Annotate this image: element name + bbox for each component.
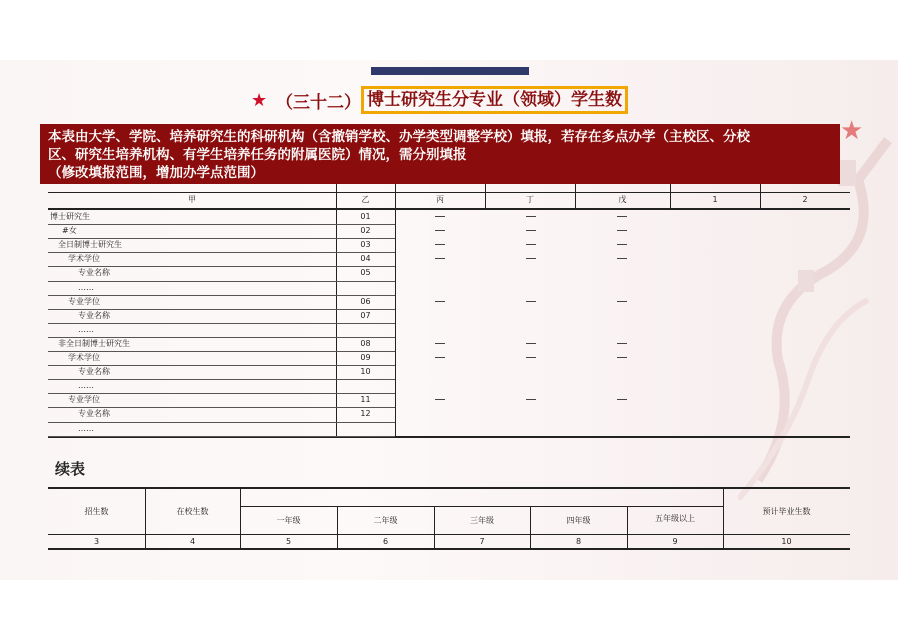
dash-mark (526, 216, 536, 217)
dash-mark (617, 230, 627, 231)
star-icon: ★ (251, 90, 268, 111)
code-cell: 7 (479, 537, 485, 546)
dash-mark (526, 343, 536, 344)
dash-mark (617, 258, 627, 259)
row-code: 01 (360, 212, 371, 221)
top-accent-bar (371, 67, 529, 75)
banner-line-1: 本表由大学、学院、培养研究生的科研机构（含撤销学校、办学类型调整学校）填报，若存在多点办学（主校区、分校 (48, 129, 750, 145)
title-prefix: （三十二） (276, 92, 361, 113)
row-code: 11 (360, 395, 371, 405)
dash-mark (435, 357, 445, 358)
header-grade: 五年级以上 (655, 514, 695, 523)
row-code: 05 (360, 268, 371, 278)
row-label: 博士研究生 (50, 212, 90, 221)
row-label: 专业名称 (78, 367, 110, 377)
row-code: 09 (360, 353, 371, 362)
row-label: 专业学位 (68, 296, 100, 306)
row-label: …… (78, 324, 94, 334)
row-label: …… (78, 282, 94, 292)
header-code: 丙 (436, 195, 444, 204)
star-decoration-icon: ★ (840, 116, 864, 146)
dash-mark (617, 343, 627, 344)
banner-line-2: 区、研究生培养机构、有学生培养任务的附属医院）情况，需分别填报 (48, 147, 467, 163)
dash-mark (617, 357, 627, 358)
header-expected-grad: 预计毕业生数 (762, 507, 811, 516)
dash-mark (526, 301, 536, 302)
code-cell: 6 (382, 537, 389, 546)
row-code: 06 (360, 296, 371, 306)
row-code: 10 (360, 367, 371, 377)
row-code: 08 (360, 338, 371, 348)
header-grade: 四年级 (566, 516, 591, 525)
header-grade: 二年级 (373, 516, 398, 525)
dash-mark (617, 216, 627, 217)
dash-mark (526, 357, 536, 358)
code-cell: 8 (575, 537, 582, 546)
row-code: 12 (360, 409, 371, 419)
row-code: 04 (360, 254, 371, 264)
header-grade: 三年级 (470, 516, 494, 525)
row-label: …… (78, 381, 94, 391)
dash-mark (435, 258, 445, 259)
row-label: 专业名称 (78, 268, 110, 278)
instruction-banner (40, 124, 840, 184)
header-enrolled: 招生数 (84, 507, 109, 516)
title-highlight: 博士研究生分专业（领域）学生数 (361, 86, 628, 114)
header-in-school: 在校生数 (176, 507, 209, 516)
header-code: 甲 (188, 195, 196, 204)
row-label: …… (78, 423, 94, 433)
dash-mark (617, 244, 627, 245)
code-cell: 3 (93, 537, 100, 546)
dash-mark (526, 258, 536, 259)
dash-mark (526, 230, 536, 231)
continuation-title: 续表 (55, 460, 86, 478)
code-cell: 9 (672, 537, 678, 546)
code-cell: 5 (285, 537, 292, 546)
row-label: 学术学位 (68, 254, 100, 264)
header-code: 2 (802, 195, 808, 204)
row-code: 02 (360, 226, 371, 236)
dash-mark (435, 343, 445, 344)
header-grade: 一年级 (276, 516, 301, 525)
dash-mark (435, 216, 445, 217)
header-code: 乙 (361, 195, 370, 204)
code-cell: 4 (189, 537, 196, 546)
dash-mark (617, 399, 627, 400)
header-code: 戊 (618, 195, 627, 204)
row-code: 07 (360, 310, 371, 320)
row-label: 专业名称 (78, 409, 110, 419)
row-label: 非全日制博士研究生 (58, 338, 130, 348)
dash-mark (435, 399, 445, 400)
dash-mark (435, 244, 445, 245)
header-code: 丁 (526, 195, 534, 204)
row-label: 学术学位 (68, 353, 100, 362)
header-code: 1 (712, 195, 718, 204)
dash-mark (435, 230, 445, 231)
row-code: 03 (360, 240, 371, 250)
banner-line-3: （修改填报范围，增加办学点范围） (48, 165, 264, 181)
row-label: 专业学位 (68, 395, 100, 405)
dash-mark (617, 301, 627, 302)
page-title (276, 86, 628, 114)
row-label: 专业名称 (78, 310, 110, 320)
code-cell: 10 (781, 537, 792, 546)
row-label: #女 (62, 226, 77, 236)
row-label: 全日制博士研究生 (58, 240, 122, 250)
dash-mark (435, 301, 445, 302)
dash-mark (526, 399, 536, 400)
dash-mark (526, 244, 536, 245)
